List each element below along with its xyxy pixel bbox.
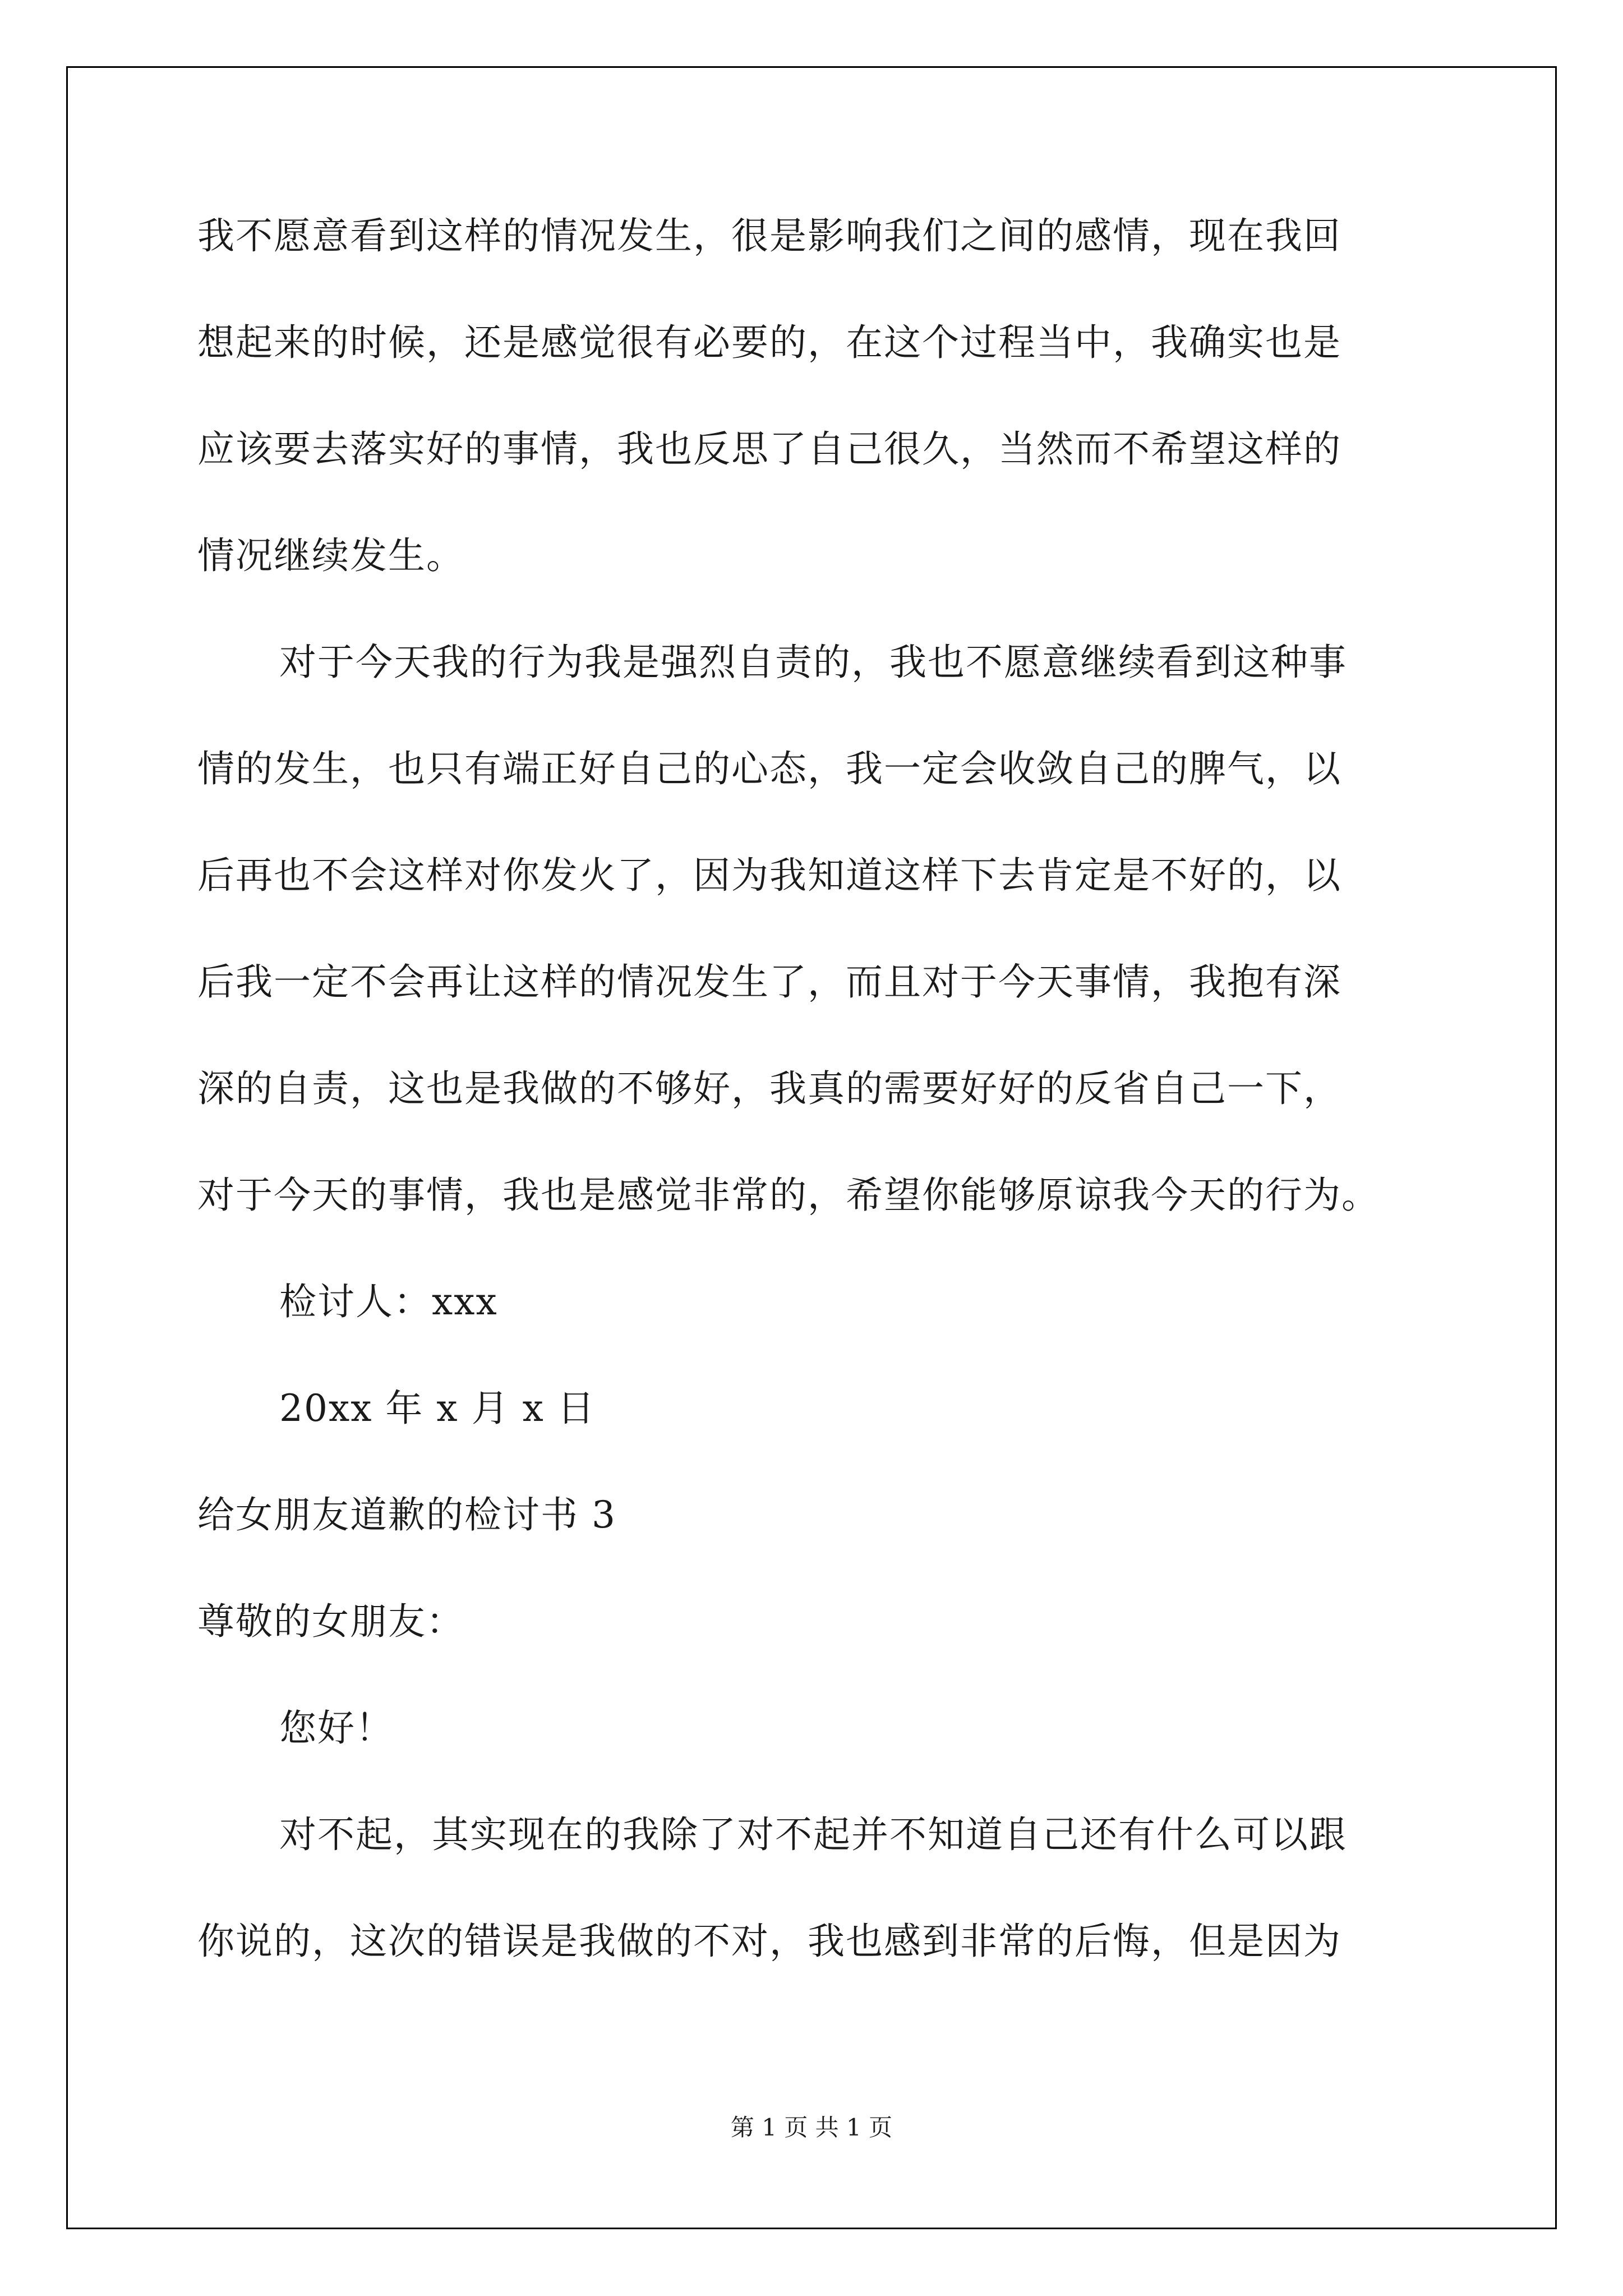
paragraph-line: 情的发生，也只有端正好自己的心态，我一定会收敛自己的脾气，以 (197, 747, 1341, 790)
salutation: 尊敬的女朋友： (197, 1600, 464, 1643)
paragraph-line: 想起来的时候，还是感觉很有必要的，在这个过程当中，我确实也是 (197, 321, 1341, 364)
page-border (66, 66, 1557, 2229)
paragraph-line: 我不愿意看到这样的情况发生，很是影响我们之间的感情，现在我回 (197, 214, 1341, 257)
section-title: 给女朋友道歉的检讨书 3 (197, 1493, 616, 1536)
paragraph-line: 对于今天的事情，我也是感觉非常的，希望你能够原谅我今天的行为。 (197, 1174, 1380, 1217)
paragraph-line: 后我一定不会再让这样的情况发生了，而且对于今天事情，我抱有深 (197, 960, 1341, 1004)
page-footer: 第 1 页 共 1 页 (730, 2114, 893, 2141)
signature-line: 检讨人：xxx (279, 1280, 498, 1323)
greeting: 您好！ (279, 1706, 394, 1750)
paragraph-line: 情况继续发生。 (197, 534, 464, 577)
paragraph-line: 你说的，这次的错误是我做的不对，我也感到非常的后悔，但是因为 (197, 1920, 1341, 1963)
paragraph-line: 对于今天我的行为我是强烈自责的，我也不愿意继续看到这种事 (279, 641, 1347, 684)
date-line: 20xx 年 x 月 x 日 (279, 1387, 596, 1430)
paragraph-line: 深的自责，这也是我做的不够好，我真的需要好好的反省自己一下， (197, 1067, 1341, 1110)
paragraph-line: 应该要去落实好的事情，我也反思了自己很久，当然而不希望这样的 (197, 427, 1341, 471)
paragraph-line: 对不起，其实现在的我除了对不起并不知道自己还有什么可以跟 (279, 1813, 1347, 1856)
paragraph-line: 后再也不会这样对你发火了，因为我知道这样下去肯定是不好的，以 (197, 854, 1341, 897)
